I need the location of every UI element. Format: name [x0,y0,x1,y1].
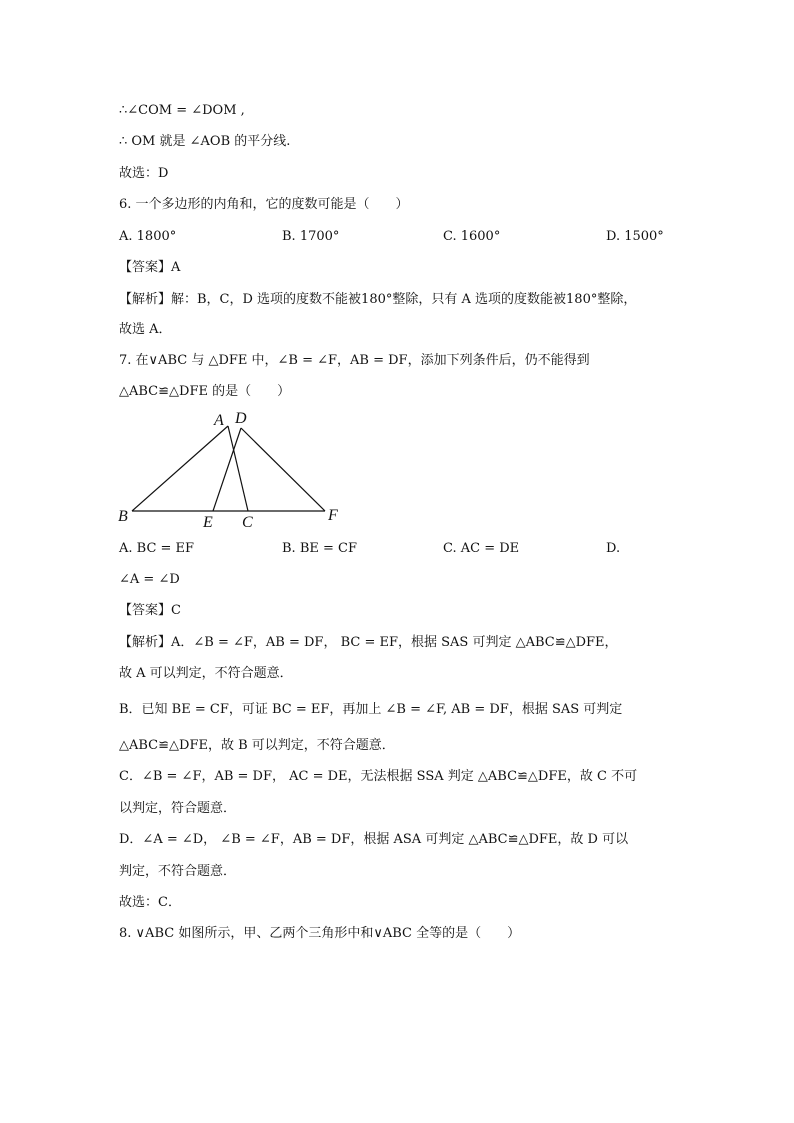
question-7-line-1: 7. 在∨ABC 与 △DFE 中，∠B = ∠F，AB = DF，添加下列条件后，仍不能得到 [119,353,590,368]
q7-explanation-4: △ABC≌△DFE，故 B 可以判定，不符合题意． [119,738,395,753]
label-B: B [118,508,128,525]
triangle-figure [112,408,372,538]
proof-answer: 故选：D [119,166,169,181]
q7-option-d-content: ∠A = ∠D [119,572,180,587]
q7-explanation-5: C．∠B = ∠F，AB = DF， AC = DE，无法根据 SSA 判定 △ABC≌△DFE，故 C 不可 [119,769,638,784]
q7-explanation-1: 【解析】A．∠B = ∠F，AB = DF， BC = EF，根据 SAS 可判定 △ABC≌△DFE， [119,635,618,650]
q7-option-a: A. BC = EF [119,541,195,556]
q6-option-a: A. 1800° [119,229,177,244]
label-E: E [203,514,213,531]
q7-explanation-8: 判定，不符合题意． [119,864,237,879]
q7-option-b: B. BE = CF [282,541,357,556]
label-A: A [214,412,224,429]
q7-explanation-2: 故 A 可以判定，不符合题意． [119,666,293,681]
label-F: F [328,507,338,524]
q6-option-b: B. 1700° [282,229,340,244]
q7-final-answer: 故选：C． [119,895,181,910]
q6-option-d: D. 1500° [606,229,664,244]
q7-option-d: D. [606,541,621,556]
q7-explanation-6: 以判定，符合题意． [119,801,237,816]
segment-DE [213,428,241,511]
proof-line-1: ∴∠COM = ∠DOM , [119,103,245,118]
question-6: 6. 一个多边形的内角和，它的度数可能是（ ） [119,197,409,212]
q6-answer: 【答案】A [119,260,181,275]
q7-answer: 【答案】C [119,603,181,618]
proof-line-2: ∴ OM 就是 ∠AOB 的平分线. [119,134,291,149]
label-C: C [242,514,253,531]
q6-option-c: C. 1600° [443,229,501,244]
segment-BA [132,426,228,511]
q6-explanation-cont: 故选 A． [119,322,172,337]
question-7-line-2: △ABC≌△DFE 的是（ ） [119,384,291,399]
q7-explanation-7: D．∠A = ∠D， ∠B = ∠F，AB = DF，根据 ASA 可判定 △ABC≌△DFE，故 D 可以 [119,832,629,847]
question-8: 8. ∨ABC 如图所示，甲、乙两个三角形中和∨ABC 全等的是（ ） [119,926,521,941]
q7-explanation-3: B．已知 BE = CF，可证 BC = EF，再加上 ∠B = ∠F, AB = DF，根据 SAS 可判定 [119,702,623,717]
q7-option-c: C. AC = DE [443,541,520,556]
q6-explanation: 【解析】解：B，C，D 选项的度数不能被180°整除，只有 A 选项的度数能被180°整除， [119,292,637,307]
label-D: D [235,410,247,427]
segment-DF [241,428,325,511]
